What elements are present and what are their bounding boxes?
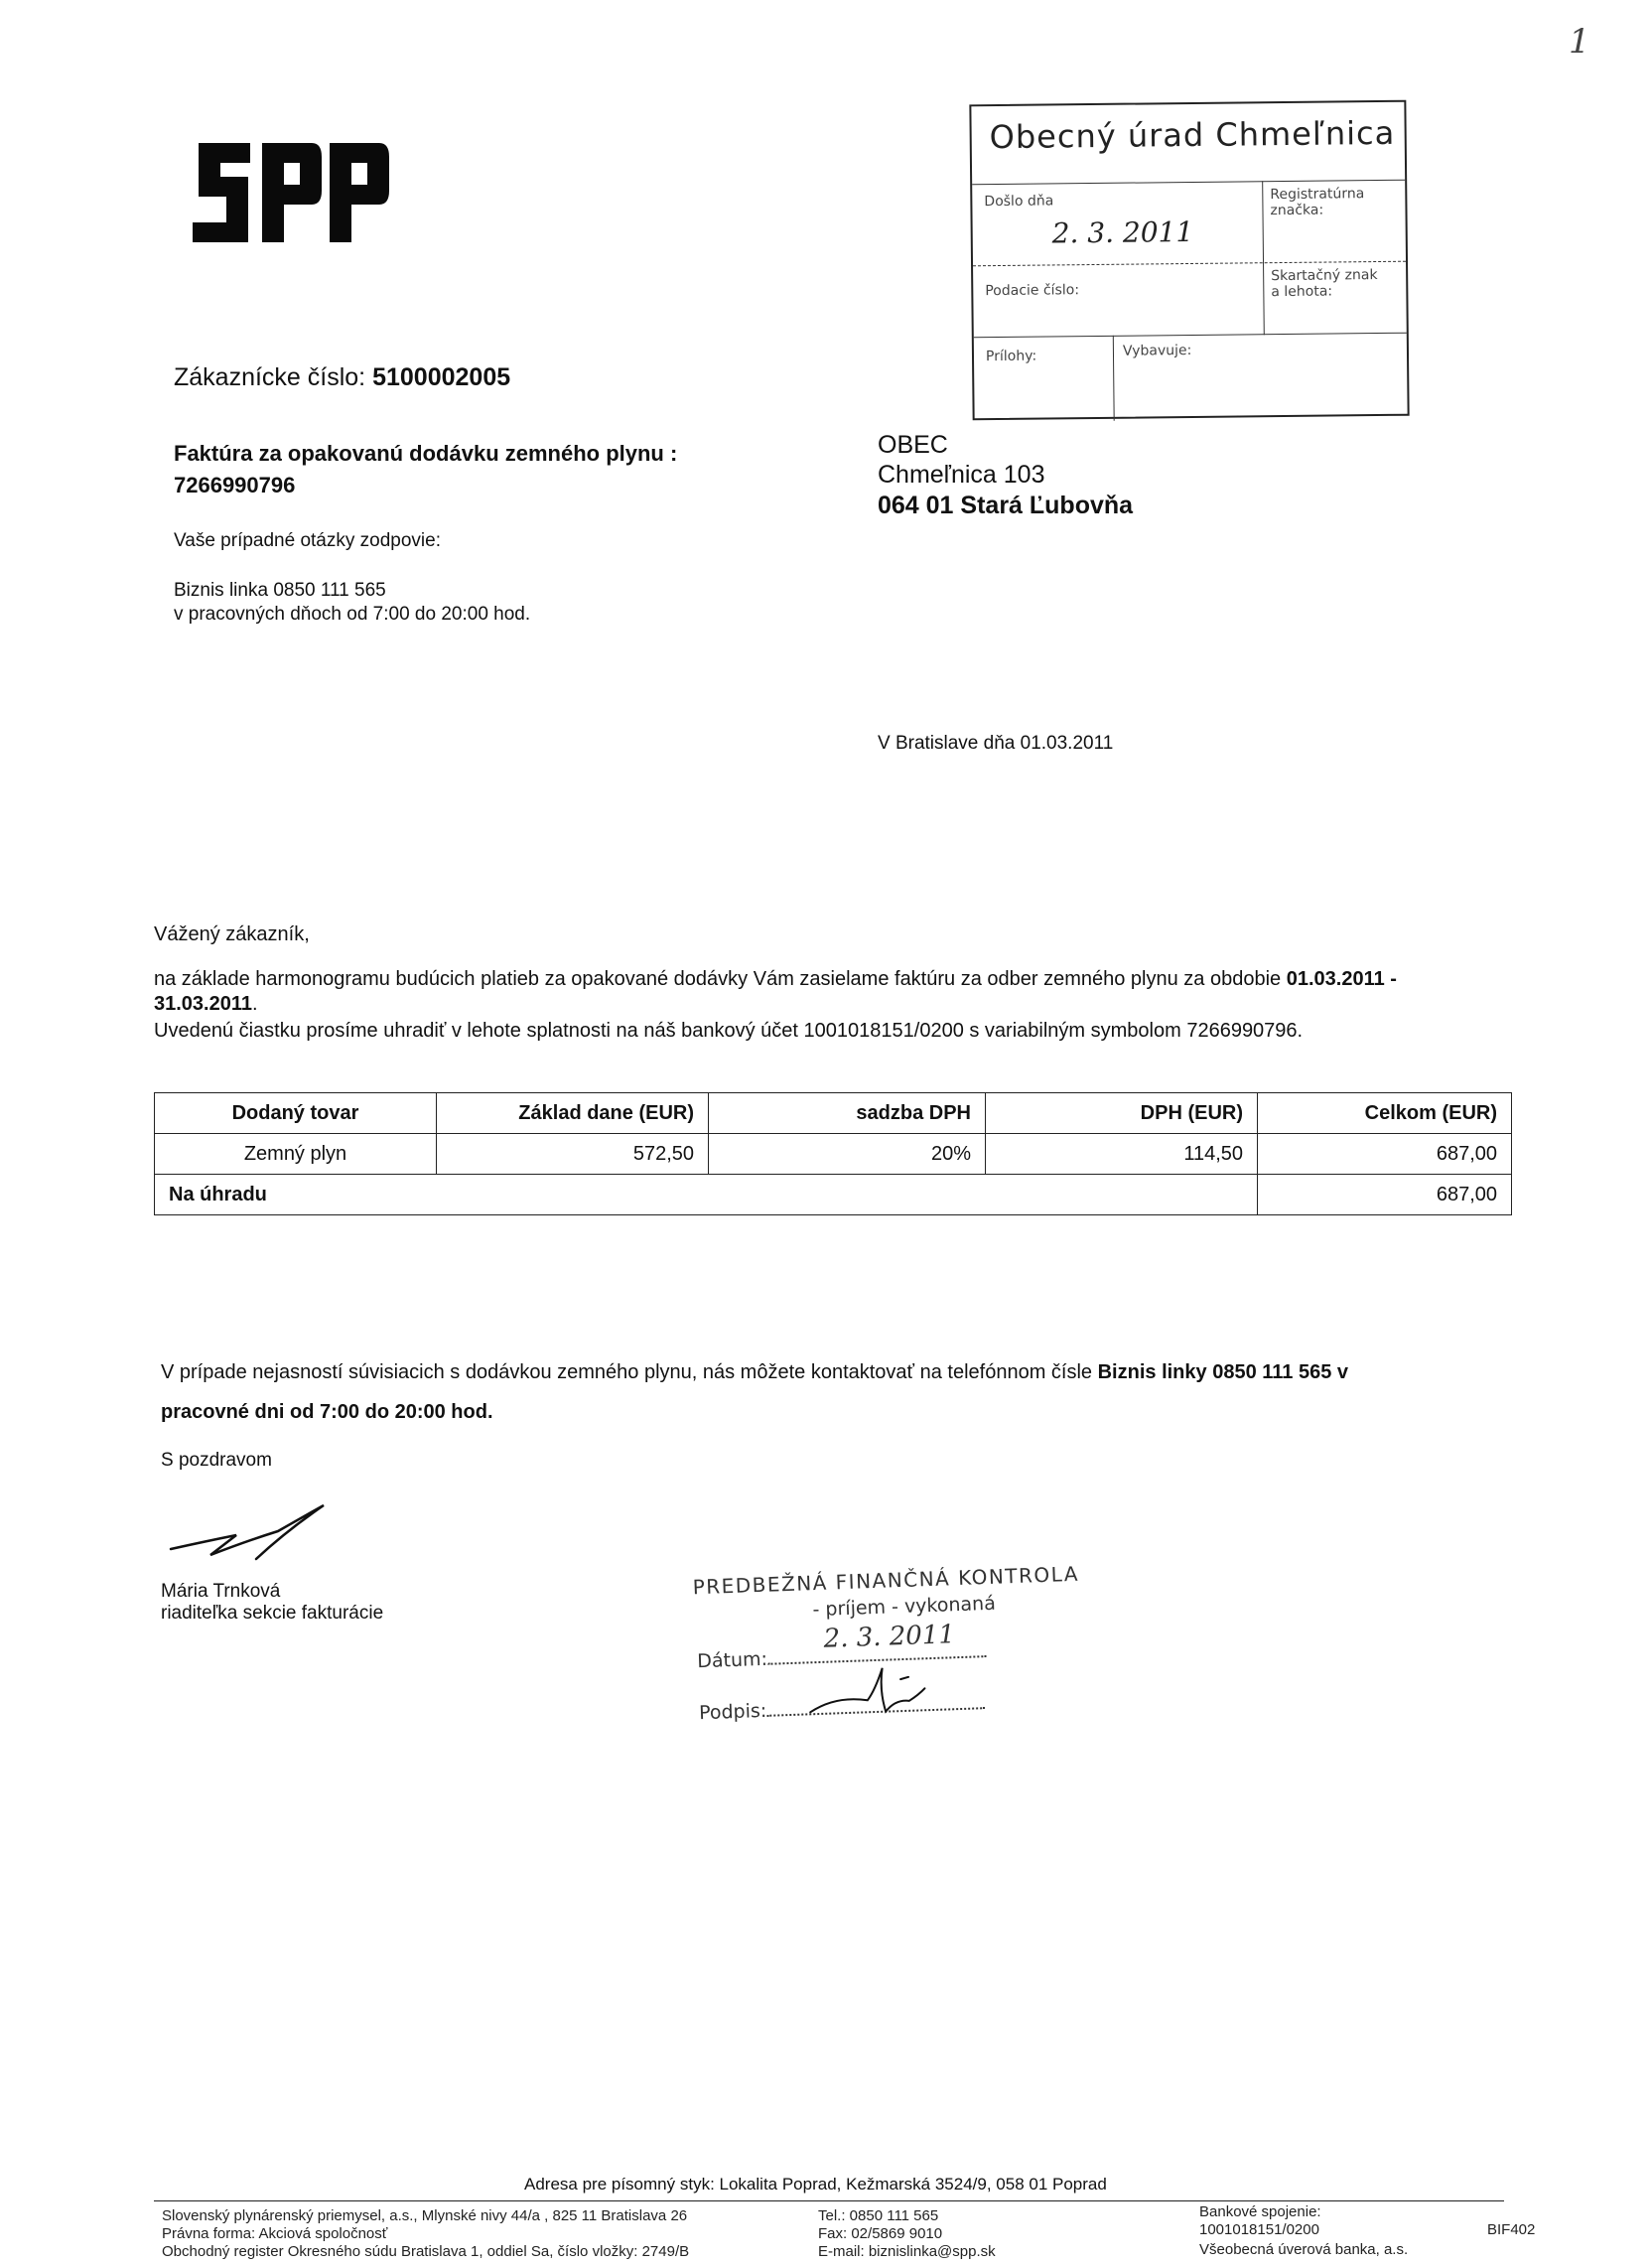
customer-number-value: 5100002005 <box>372 363 511 391</box>
signatory-name: Mária Trnková <box>161 1581 281 1602</box>
closing: S pozdravom <box>161 1450 272 1471</box>
finance-stamp-sign: Podpis: <box>699 1692 986 1724</box>
footer-bank-account: 1001018151/0200 <box>1199 2221 1319 2238</box>
place-date: V Bratislave dňa 01.03.2011 <box>878 733 1114 754</box>
col-header-goods: Dodaný tovar <box>155 1093 437 1134</box>
footer-divider <box>154 2200 1504 2201</box>
stamp-received-label: Došlo dňa <box>984 193 1054 211</box>
footer-address: Adresa pre písomný styk: Lokalita Poprad, Kežmarská 3524/9, 058 01 Poprad <box>524 2175 1107 2194</box>
footer-fax: Fax: 02/5869 9010 <box>818 2225 943 2242</box>
recipient-line3: 064 01 Stará Ľubovňa <box>878 492 1134 519</box>
table-total-row <box>155 1175 1512 1215</box>
footer-register: Obchodný register Okresného súdu Bratislava 1, oddiel Sa, číslo vložky: 2749/B <box>162 2243 690 2260</box>
total-label: Na úhradu <box>155 1175 1258 1215</box>
col-header-vat: DPH (EUR) <box>986 1093 1258 1134</box>
col-header-total: Celkom (EUR) <box>1258 1093 1512 1134</box>
invoice-table <box>154 1092 1512 1215</box>
cell-goods: Zemný plyn <box>155 1134 437 1175</box>
total-value: 687,00 <box>1258 1175 1512 1215</box>
stamp-handles-label: Vybavuje: <box>1122 342 1192 359</box>
footer-code: BIF402 <box>1487 2221 1536 2238</box>
contact-paragraph: V prípade nejasností súvisiacich s dodávkou zemného plynu, nás môžete kontaktovať na telefónnom čísle Biznis linky 0850 111 565 v pracovné dni od 7:00 do 20:00 hod. <box>161 1361 1349 1423</box>
greeting: Vážený zákazník, <box>154 923 310 945</box>
col-header-base: Základ dane (EUR) <box>437 1093 709 1134</box>
registry-stamp <box>969 100 1409 421</box>
finance-control-stamp <box>682 1546 1125 1750</box>
corner-mark: 1 <box>1569 22 1590 62</box>
footer-bank-name: Všeobecná úverová banka, a.s. <box>1199 2241 1409 2258</box>
signatory-title: riaditeľka sekcie fakturácie <box>161 1603 384 1624</box>
letter-paragraph-2: Uvedenú čiastku prosíme uhradiť v lehote splatnosti na náš bankový účet 1001018151/0200 s variabilným symbolom 7266990796. <box>154 1020 1304 1042</box>
hours-line: v pracovných dňoch od 7:00 do 20:00 hod. <box>174 604 531 625</box>
footer-legal-form: Právna forma: Akciová spoločnosť <box>162 2225 388 2242</box>
stamp-reg-label: Registratúrna značka: <box>1270 186 1365 219</box>
recipient-line1: OBEC <box>878 431 948 459</box>
footer-tel: Tel.: 0850 111 565 <box>818 2207 939 2224</box>
letter-paragraph-1: na základe harmonogramu budúcich platieb za opakované dodávky Vám zasielame faktúru za odber zemného plynu za obdobie 01.03.2011 - 31.03.2011. <box>154 968 1397 1015</box>
customer-number-label: Zákaznícke číslo: <box>174 363 366 391</box>
spp-logo <box>191 139 389 248</box>
cell-total: 687,00 <box>1258 1134 1512 1175</box>
recipient-line2: Chmeľnica 103 <box>878 461 1045 489</box>
col-header-vat-rate: sadzba DPH <box>709 1093 986 1134</box>
footer-email: E-mail: biznislinka@spp.sk <box>818 2243 996 2260</box>
finance-stamp-signature <box>804 1658 945 1723</box>
questions-line: Vaše prípadné otázky zodpovie: <box>174 530 441 551</box>
invoice-number: 7266990796 <box>174 473 296 497</box>
finance-stamp-title: PREDBEŽNÁ FINANČNÁ KONTROLA <box>692 1561 1080 1600</box>
table-row <box>155 1134 1512 1175</box>
footer-company: Slovenský plynárenský priemysel, a.s., Mlynské nivy 44/a , 825 11 Bratislava 26 <box>162 2207 688 2224</box>
stamp-retention-label: Skartačný znak a lehota: <box>1271 267 1378 301</box>
stamp-received-date: 2. 3. 2011 <box>1051 214 1194 250</box>
stamp-title: Obecný úrad Chmeľnica <box>989 113 1396 157</box>
table-header-row <box>155 1093 1512 1134</box>
finance-stamp-subtitle: - príjem - vykonaná <box>812 1592 997 1622</box>
finance-stamp-date: Dátum: <box>697 1640 986 1672</box>
cell-base: 572,50 <box>437 1134 709 1175</box>
signature <box>167 1501 336 1571</box>
invoice-title: Faktúra za opakovanú dodávku zemného plynu : <box>174 441 678 466</box>
footer-bank-label: Bankové spojenie: <box>1199 2203 1321 2220</box>
finance-stamp-date-value: 2. 3. 2011 <box>823 1620 956 1654</box>
stamp-number-label: Podacie číslo: <box>985 282 1080 300</box>
cell-vat-rate: 20% <box>709 1134 986 1175</box>
cell-vat: 114,50 <box>986 1134 1258 1175</box>
customer-number-line <box>174 363 510 392</box>
stamp-attachments-label: Prílohy: <box>985 348 1037 365</box>
hotline-line: Biznis linka 0850 111 565 <box>174 580 386 601</box>
